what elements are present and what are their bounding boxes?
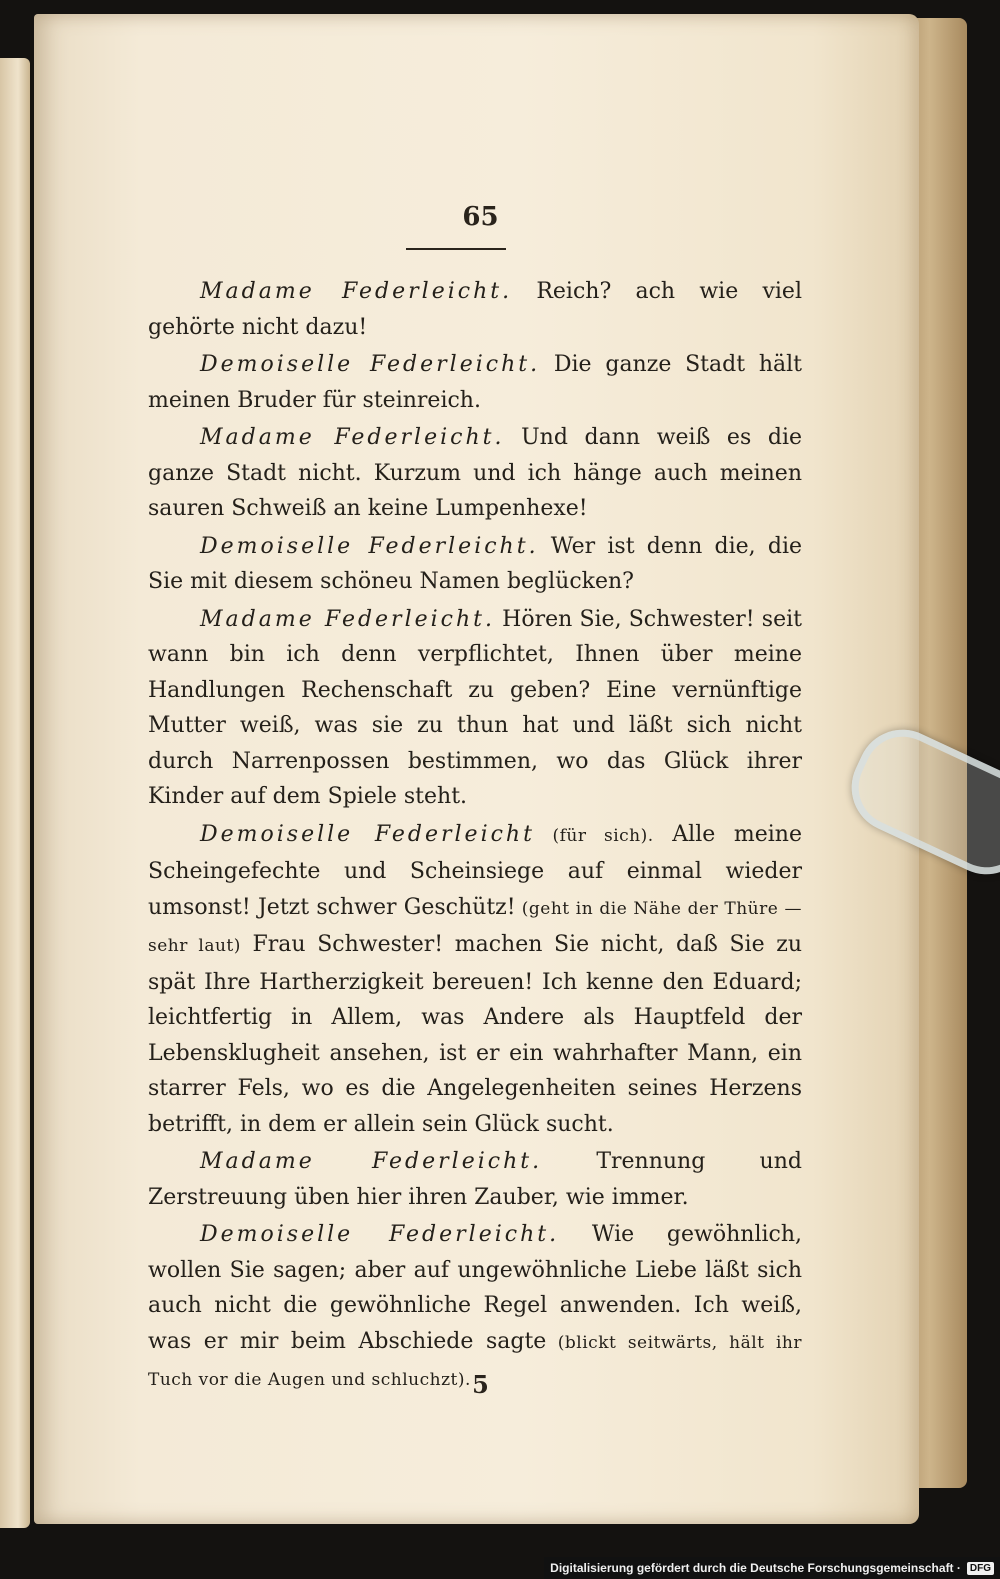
- speaker-name: Demoiselle Federleicht.: [200, 352, 541, 377]
- footer-credit: Digitalisierung gefördert durch die Deutsche Forschungsgemeinschaft ·: [550, 1561, 961, 1575]
- speaker-name: Demoiselle Federleicht.: [200, 1222, 560, 1247]
- page-number: 65: [462, 202, 499, 232]
- speaker-name: Madame Federleicht.: [200, 425, 505, 450]
- dialogue-text: Frau Schwester! machen Sie nicht, daß Sie zu spät Ihre Hartherzigkeit bereuen! Ich kenne den Eduard; leichtfertig in Allem, was Andere als Hauptfeld der Lebensklugheit ansehen, ist er ein wahrhafter Mann, ein starrer Fels, wo es die Angelegenheiten seines Herzens betrifft, in dem er allein sein Glück sucht.: [148, 932, 802, 1137]
- dialogue-text: Wer ist denn die, die Sie mit diesem schöneu Namen beglücken?: [148, 533, 802, 594]
- speaker-name: Demoiselle Federleicht: [200, 821, 535, 847]
- paragraph: [148, 602, 802, 815]
- paragraph: [148, 1144, 802, 1215]
- speaker-name: Demoiselle Federleicht.: [200, 533, 539, 559]
- digitization-footer: [544, 1557, 1000, 1579]
- speaker-name: Madame Federleicht.: [200, 606, 495, 632]
- dialogue-text: Die ganze Stadt hält meinen Bruder für steinreich.: [148, 352, 803, 413]
- dialogue-text: Und dann weiß es die ganze Stadt nicht. Kurzum und ich hänge auch meinen sauren Schweiß an keine Lumpenhexe!: [148, 425, 803, 521]
- stage-direction: (geht in die Nähe der Thüre — sehr laut): [148, 898, 802, 956]
- paragraph: [148, 274, 802, 345]
- dialogue-text: Reich? ach wie viel gehörte nicht dazu!: [148, 279, 802, 340]
- signature-mark: 5: [472, 1370, 489, 1399]
- page-text: [148, 274, 802, 1401]
- book-page: [34, 14, 919, 1524]
- paragraph: [148, 420, 802, 527]
- speaker-name: Madame Federleicht.: [200, 279, 513, 304]
- dialogue-text: Trennung und Zerstreuung üben hier ihren Zauber, wie immer.: [148, 1149, 802, 1210]
- dialogue-text: Wie gewöhnlich, wollen Sie sagen; aber auf ungewöhnliche Liebe läßt sich auch nicht die gewöhnliche Regel anwenden. Ich weiß, was er mir beim Abschiede sagte: [148, 1222, 802, 1354]
- paragraph: [148, 347, 802, 418]
- header-rule: [406, 248, 506, 250]
- dfg-logo: DFG: [967, 1562, 994, 1575]
- paragraph: [148, 529, 802, 600]
- dialogue-text: Alle meine Scheingefechte und Scheinsiege auf einmal wieder umsonst! Jetzt schwer Geschütz!: [148, 821, 802, 920]
- stage-direction: (blickt seitwärts, hält ihr Tuch vor die Augen und schluchzt).: [148, 1332, 802, 1390]
- paragraph: [148, 817, 802, 1143]
- speaker-name: Madame Federleicht.: [200, 1149, 543, 1174]
- dialogue-text: Hören Sie, Schwester! seit wann bin ich denn verpflichtet, Ihnen über meine Handlungen Rechenschaft zu geben? Eine vernünftige Mutter weiß, was sie zu thun hat und läßt sich nicht durch Narrenpossen bestimmen, wo das Glück ihrer Kinder auf dem Spiele steht.: [148, 606, 802, 809]
- left-page-edge: [0, 58, 30, 1528]
- stage-direction: (für sich).: [534, 825, 654, 846]
